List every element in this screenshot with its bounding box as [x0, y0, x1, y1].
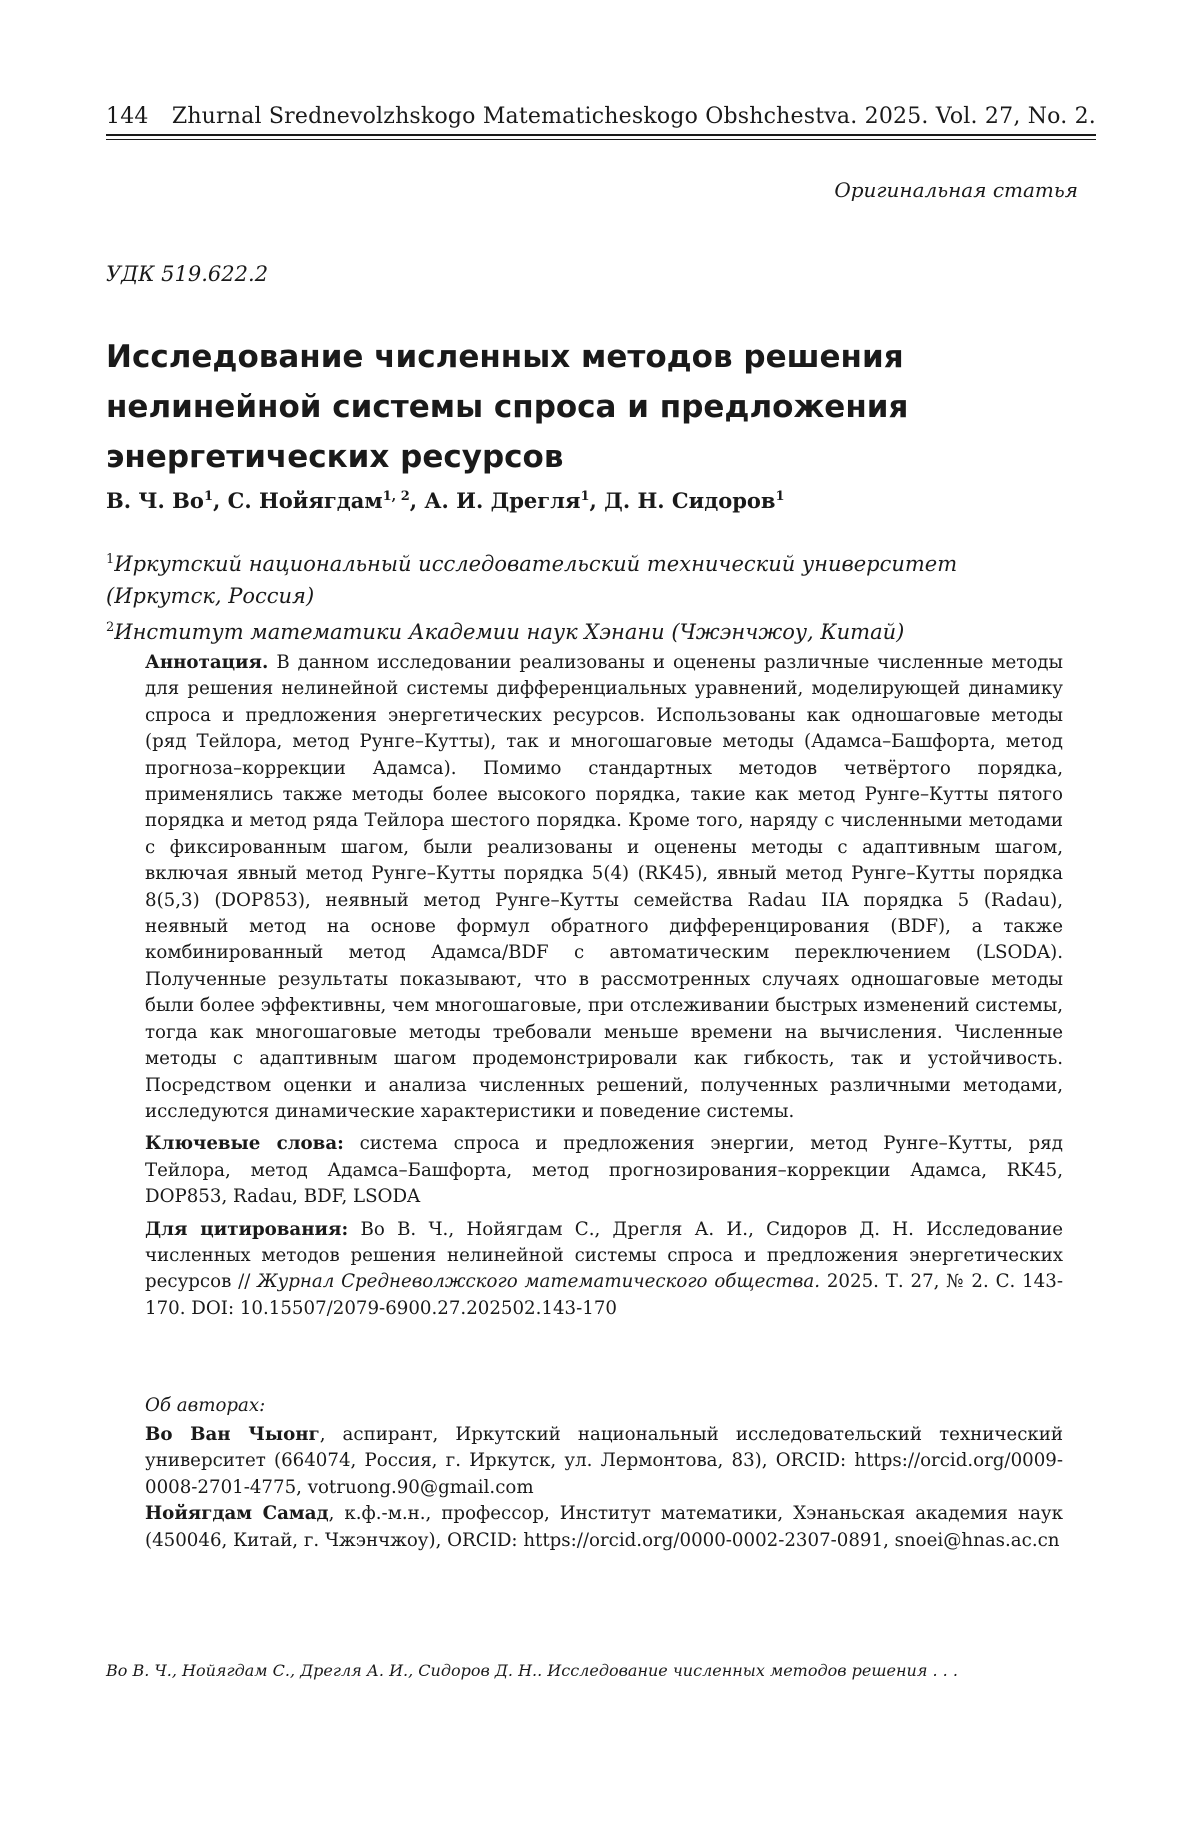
affiliation-item — [106, 544, 1036, 612]
keywords — [145, 1131, 1063, 1210]
udc-code: УДК 519.622.2 — [106, 262, 269, 286]
author-name: С. Нойягдам — [227, 488, 383, 513]
author-bio-name: Нойягдам Самад — [145, 1503, 329, 1525]
abstract-label: Аннотация. — [145, 652, 269, 673]
author-bio — [145, 1501, 1063, 1554]
about-authors — [145, 1422, 1063, 1554]
citation-label: Для цитирования: — [145, 1218, 349, 1240]
author-name: А. И. Дрегля — [424, 488, 581, 513]
citation — [145, 1217, 1063, 1323]
affiliation-number: 1 — [106, 552, 115, 567]
abstract-block — [145, 650, 1063, 1322]
author-list: В. Ч. $Во^1$, С. Нойягдам$^{1, 2}$, А. И. Дрегля$^1$, Д. Н. Сидоров$^1$ — [106, 488, 785, 513]
journal-name: Zhurnal Srednevolzhskogo Matematicheskogo Obshchestva. 2025. Vol. 27, No. 2. — [171, 104, 1096, 129]
abstract — [145, 650, 1063, 1125]
author-affiliation-mark: 1, 2 — [382, 489, 410, 504]
about-authors-heading: Об авторах: — [145, 1395, 266, 1416]
footer-citation: Во В. Ч., Нойягдам С., Дрегля А. И., Сидоров Д. Н.. Исследование численных методов решения . . . — [106, 1661, 958, 1680]
author-bio-text: , аспирант, Иркутский национальный исследовательский технический университет (664074, Россия, г. Иркутск, ул. Лермонтова, 83), ORCID: https://orcid.org/0009-0008-2701-4775, votruong.90@gmail.com — [145, 1424, 1063, 1498]
author-bio — [145, 1422, 1063, 1501]
header-rule-thin — [106, 139, 1096, 140]
keywords-label: Ключевые слова: — [145, 1133, 344, 1155]
author-name: Д. Н. Сидоров — [604, 488, 776, 513]
article-type: Оригинальная статья — [834, 178, 1078, 202]
author-affiliation-mark: 1 — [580, 489, 590, 504]
author-bio-name: Во Ван Чыонг — [145, 1424, 320, 1445]
keywords-text: система спроса и предложения энергии, метод Рунге–Кутты, ряд Тейлора, метод Адамса–Башфорта, метод прогнозирования–коррекции Адамса, RK45, DOP853, Radau, BDF, LSODA — [145, 1133, 1063, 1208]
affiliations — [106, 544, 1036, 648]
affiliation-item — [106, 612, 1036, 648]
citation-journal: Журнал Средневолжского математического общества. — [257, 1271, 821, 1293]
author-name: В. Ч. Во — [106, 488, 204, 513]
citation-details: 2025. Т. 27, № 2. С. 143-170. DOI: 10.15507/2079-6900.27.202502.143-170 — [145, 1271, 1063, 1319]
citation-text: Во В. Ч., Нойягдам С., Дрегля А. И., Сидоров Д. Н. Исследование численных методов решения нелинейной системы спроса и предложения энергетических ресурсов // — [145, 1218, 1063, 1293]
article-title: Исследование численных методов решения нелинейной системы спроса и предложения энергетических ресурсов — [106, 339, 909, 475]
affiliation-text: Иркутский национальный исследовательский технический университет (Иркутск, Россия) — [106, 552, 958, 608]
header-rule-thick — [106, 134, 1096, 136]
affiliation-number: 2 — [106, 620, 115, 635]
page-number: 144 — [106, 104, 149, 129]
affiliation-text: Институт математики Академии наук Хэнани (Чжэнчжоу, Китай) — [114, 620, 905, 644]
abstract-text: В данном исследовании реализованы и оценены различные численные методы для решения нелинейной системы дифференциальных уравнений, моделирующей динамику спроса и предложения энергетических ресурсов. Использованы как одношаговые методы (ряд Тейлора, метод Рунге–Кутты), так и многошаговые методы (Адамса–Башфорта, метод прогноза–коррекции Адамса). Помимо стандартных методов четвёртого порядка, применялись также методы более высокого порядка, такие как метод Рунге–Кутты пятого порядка и метод ряда Тейлора шестого порядка. Кроме того, наряду с численными методами с фиксированным шагом, были реализованы и оценены методы с адаптивным шагом, включая явный метод Рунге–Кутты порядка 5(4) (RK45), явный метод Рунге–Кутты порядка 8(5,3) (DOP853), неявный метод Рунге–Кутты семейства Radau IIA порядка 5 (Radau), неявный метод на основе формул обратного дифференцирования (BDF), а также комбинированный метод Адамса/BDF с автоматическим переключением (LSODA). Полученные результаты показывают, что в рассмотренных случаях одношаговые методы были более эффективны, чем многошаговые, при отслеживании быстрых изменений системы, тогда как многошаговые методы требовали меньше времени на вычисления. Численные методы с адаптивным шагом продемонстрировали как гибкость, так и устойчивость. Посредством оценки и анализа численных решений, полученных различными методами, исследуются динамические характеристики и поведение системы. — [145, 652, 1063, 1122]
author-affiliation-mark: 1 — [203, 489, 213, 504]
author-affiliation-mark: 1 — [775, 489, 785, 504]
author-bio-text: , к.ф.-м.н., профессор, Институт математики, Хэнаньская академия наук (450046, Китай, г. Чжэнчжоу), ORCID: https://orcid.org/0000-0002-2307-0891, snoei@hnas.ac.cn — [145, 1503, 1063, 1551]
